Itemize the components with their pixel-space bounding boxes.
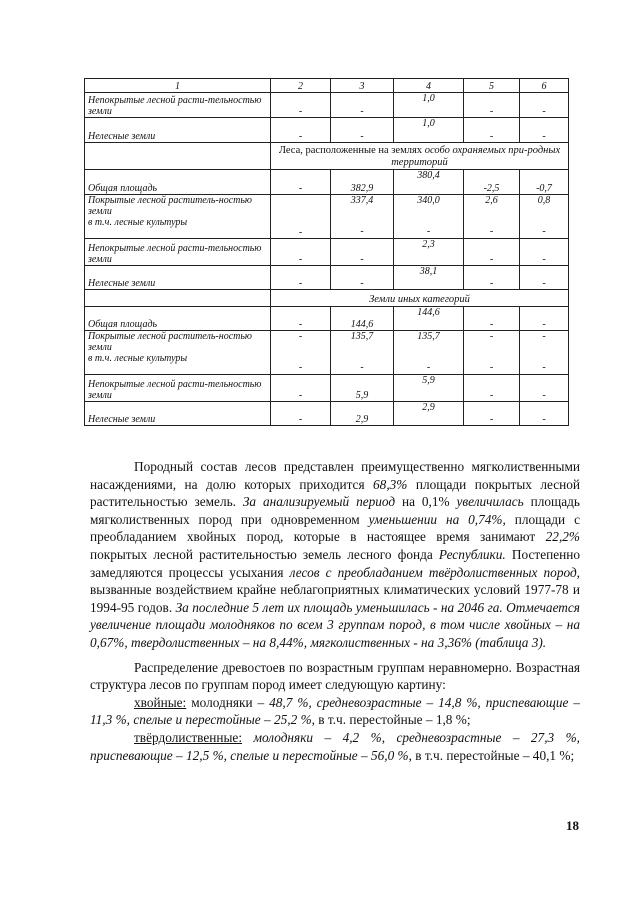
cell: 380,4 [394, 170, 464, 195]
section-row [85, 290, 569, 307]
row-label: Нелесные земли [85, 266, 271, 290]
table-row [85, 195, 569, 239]
text-run-italic: 48,7 %, средневозрастные – 14,8 %, приспевающие – 11,3 %, спелые и перестойные – 25,2 % [90, 694, 580, 728]
cell: - [464, 239, 520, 266]
row-label: Непокрытые лесной расти-тельностью земли [85, 375, 271, 402]
cell-value: 135,7 [417, 331, 440, 342]
table-header-row [85, 79, 569, 93]
table-row [85, 307, 569, 331]
cell: - [520, 307, 569, 331]
cell [394, 331, 464, 375]
cell: - [464, 93, 520, 118]
table-row [85, 375, 569, 402]
cell: - [464, 118, 520, 143]
cell: - [271, 118, 331, 143]
table-row [85, 118, 569, 143]
paragraph-species-composition [90, 458, 580, 652]
cell [464, 195, 520, 239]
cell-value: 337,4 [350, 195, 374, 206]
col-header-1: 1 [85, 79, 271, 93]
page-number: 18 [566, 818, 579, 833]
cell-value: 2,6 [485, 195, 498, 206]
row-label: Непокрытые лесной расти-тельностью земли [85, 93, 271, 118]
cell [464, 331, 520, 375]
cell: 1,0 [394, 118, 464, 143]
cell: -0,7 [520, 170, 569, 195]
row-label-line: Покрытые лесной раститель-ностью земли [88, 331, 252, 353]
row-label: Нелесные земли [85, 402, 271, 426]
row-label: Общая площадь [85, 170, 271, 195]
cell-value: 0,8 [537, 195, 551, 206]
cell-value: - [298, 362, 303, 373]
table-row [85, 331, 569, 375]
cell: - [520, 93, 569, 118]
cell: - [520, 402, 569, 426]
cell: - [520, 266, 569, 290]
category-label: хвойные: [134, 694, 187, 710]
cell-value: - [360, 226, 364, 237]
table-row [85, 93, 569, 118]
cell: 38,1 [394, 266, 464, 290]
paragraph-age-distribution [90, 659, 580, 694]
cell: - [271, 195, 331, 239]
cell: - [271, 239, 331, 266]
cell [271, 331, 331, 375]
cell: - [271, 170, 331, 195]
section-title-other: Земли иных категорий [271, 290, 569, 307]
text-run-italic: Республики. [438, 546, 506, 562]
cell: 2,9 [394, 402, 464, 426]
cell-value: 340,0 [417, 195, 440, 206]
cell: 2,9 [331, 402, 394, 426]
text-run: площадь мягколиственных пород при одновременном [90, 494, 580, 527]
cell: -2,5 [464, 170, 520, 195]
col-header-2: 2 [271, 79, 331, 93]
row-label-line: в т.ч. лесные культуры [88, 217, 188, 228]
cell: - [271, 402, 331, 426]
cell: - [520, 239, 569, 266]
cell-value: - [542, 226, 546, 237]
table-row [85, 266, 569, 290]
cell: - [464, 307, 520, 331]
cell-value: - [489, 331, 494, 342]
cell [520, 331, 569, 375]
cell: - [271, 266, 331, 290]
cell: - [331, 266, 394, 290]
table-row [85, 239, 569, 266]
cell: - [271, 375, 331, 402]
cell-value: - [542, 362, 546, 373]
cell-value: - [542, 331, 546, 342]
text-run: , в т.ч. перестойные – 40,1 %; [408, 747, 575, 763]
cell-value: - [298, 331, 303, 342]
paragraph-hardwood [90, 729, 580, 764]
section-title-protected [271, 143, 569, 170]
row-label [85, 331, 271, 375]
text-run-italic: увеличилась [456, 494, 524, 510]
text-run: на 0,1% [395, 494, 457, 510]
cell-value: - [426, 226, 431, 237]
text-run: , в т.ч. перестойные – 1,8 %; [311, 712, 471, 728]
cell: 2,3 [394, 239, 464, 266]
text-run: Породный состав лесов представлен преимущественно мягколиственными насаждениями, на долю которых приходится [90, 459, 580, 492]
row-label-line: в т.ч. лесные культуры [88, 353, 188, 364]
cell-value: 135,7 [350, 331, 374, 342]
col-header-3: 3 [331, 79, 394, 93]
section-title-part: Леса, расположенные на землях [278, 145, 425, 156]
text-run: вызванные воздействием крайне неблагоприятных климатических условий 1977-78 и 1994-95 годов. [90, 582, 580, 615]
col-header-6: 6 [520, 79, 569, 93]
empty-cell [85, 143, 271, 170]
text-run: Распределение древостоев по возрастным группам неравномерно. Возрастная структура лесов по группам пород имеет следующую картину: [90, 659, 580, 693]
table-row [85, 170, 569, 195]
cell: - [331, 239, 394, 266]
cell: - [464, 266, 520, 290]
text-run-italic: За анализируемый период [242, 494, 396, 510]
row-label [85, 195, 271, 239]
text-run-italic: лесов с преобладанием твёрдолиственных пород, [289, 564, 580, 580]
text-run: молодняки – [186, 694, 270, 710]
cell [331, 195, 394, 239]
section-title-part-italic: особо охраняемых при-родных территорий [391, 145, 561, 168]
cell: - [331, 118, 394, 143]
row-label: Нелесные земли [85, 118, 271, 143]
text-run [242, 730, 253, 745]
cell-value: - [426, 362, 431, 373]
row-label: Общая площадь [85, 307, 271, 331]
cell: 5,9 [394, 375, 464, 402]
table-row [85, 402, 569, 426]
empty-cell [85, 290, 271, 307]
text-run: Постепенно замедляются процессы усыхания [90, 546, 581, 580]
cell [331, 331, 394, 375]
cell: - [520, 375, 569, 402]
forest-area-table [84, 78, 569, 426]
cell: - [271, 93, 331, 118]
text-run: площади с преобладанием хвойных пород, которые в настоящее время занимают [90, 511, 580, 545]
text-run: покрытых лесной растительностью земель лесного фонда [90, 546, 439, 562]
cell-value: - [489, 362, 494, 373]
cell: - [520, 118, 569, 143]
row-label-line: Покрытые лесной раститель-ностью земли [88, 195, 252, 217]
text-run-italic: За последние 5 лет их площадь уменьшилась - на 2046 га. Отмечается увеличение площади молодняков по всем 3 группам пород, в том числе хвойных – на 0,67%, твердолиственных – на 8,44%, мягколиственных - на 3,36% (таблица 3). [90, 599, 580, 650]
cell-value: - [360, 362, 364, 373]
cell: 1,0 [394, 93, 464, 118]
cell: - [331, 93, 394, 118]
cell: 5,9 [331, 375, 394, 402]
cell-value: - [489, 226, 494, 237]
cell [520, 195, 569, 239]
section-row [85, 143, 569, 170]
text-run-italic: уменьшении на 0,74%, [368, 511, 506, 527]
cell: - [271, 307, 331, 331]
row-label: Непокрытые лесной расти-тельностью земли [85, 239, 271, 266]
cell: - [464, 402, 520, 426]
cell: 144,6 [394, 307, 464, 331]
cell: 382,9 [331, 170, 394, 195]
cell [394, 195, 464, 239]
body-text [90, 458, 580, 764]
text-run: площади покрытых лесной растительностью земель. [90, 476, 580, 510]
col-header-4: 4 [394, 79, 464, 93]
text-run-italic: 22,2% [545, 529, 580, 545]
category-label: твёрдолиственные: [134, 729, 243, 745]
col-header-5: 5 [464, 79, 520, 93]
text-run-italic: молодняки – 4,2 %, средневозрастные – 27,3 %, приспевающие – 12,5 %, спелые и перестойные – 56,0 % [90, 729, 580, 763]
cell: - [464, 375, 520, 402]
paragraph-coniferous [90, 694, 580, 729]
cell: 144,6 [331, 307, 394, 331]
text-run-italic: 68,3% [373, 476, 408, 492]
